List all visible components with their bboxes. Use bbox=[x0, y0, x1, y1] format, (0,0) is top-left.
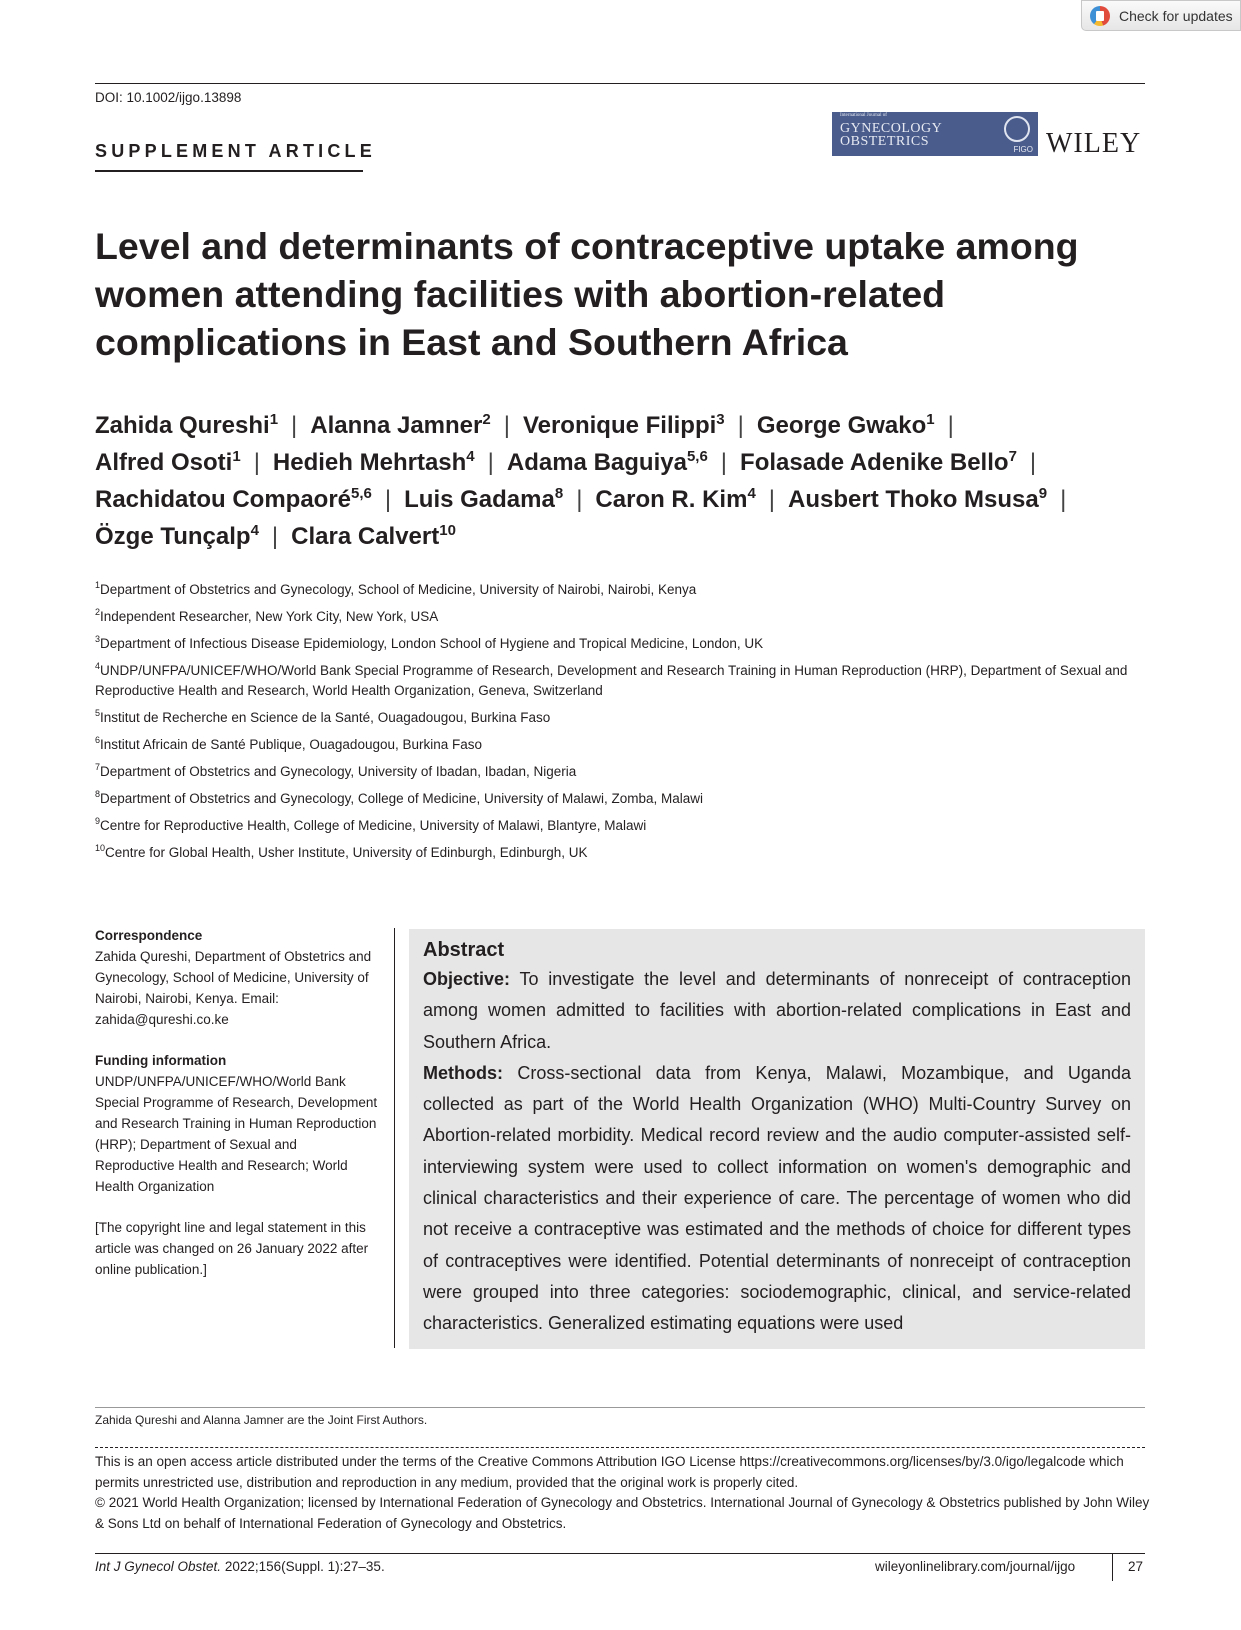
figo-emblem-icon bbox=[1004, 116, 1030, 142]
article-type-underline bbox=[95, 170, 363, 172]
methods-text: Cross-sectional data from Kenya, Malawi, Mozambique, and Uganda collected as part of the World Health Organization (WHO) Multi-Country Survey on Abortion-related morbidity. Medical record review and the audio computer-assisted self-interviewing system were used to collect information on women's demographic and clinical characteristics and their experience of care. The percentage of women who did not receive a contraceptive was estimated and the methods of choice for different types of contraceptives were identified. Potential determinants of nonreceipt of contraception were grouped into three categories: sociodemographic, clinical, and service-related characteristics. Generalized estimating equations were used bbox=[423, 1062, 1131, 1334]
author-separator: | bbox=[271, 523, 279, 550]
affiliation-list bbox=[95, 580, 1155, 870]
article-title: Level and determinants of contraceptive uptake among women attending facilities with abortion-related complications in East and Southern Africa bbox=[95, 225, 1079, 363]
journal-logo-small-text: International Journal of bbox=[840, 113, 887, 118]
article-type-label: SUPPLEMENT ARTICLE bbox=[95, 141, 376, 161]
author-line bbox=[95, 481, 1155, 518]
author-separator: | bbox=[384, 486, 392, 513]
abstract-box bbox=[409, 929, 1145, 1349]
author-line bbox=[95, 407, 1155, 444]
author[interactable]: Folasade Adenike Bello$^7$ bbox=[740, 448, 1017, 476]
affiliation: $^1$Department of Obstetrics and Gynecology, School of Medicine, University of Nairobi, Nairobi, Kenya bbox=[95, 580, 697, 597]
joint-authors-note: Zahida Qureshi and Alanna Jamner are the Joint First Authors. bbox=[95, 1413, 428, 1427]
author-line bbox=[95, 444, 1155, 481]
author[interactable]: Adama Baguiya$^{5,6}$ bbox=[506, 448, 708, 476]
header-rule bbox=[95, 83, 1145, 84]
objective-text: To investigate the level and determinants of nonreceipt of contraception among women admitted to facilities with abortion-related complications in East and Southern Africa. bbox=[423, 969, 1131, 1052]
funding-heading: Funding information bbox=[95, 1053, 227, 1068]
license-block bbox=[95, 1452, 1155, 1534]
page-footer-rule bbox=[95, 1553, 1145, 1554]
author-separator: | bbox=[768, 486, 776, 513]
journal-url-link[interactable]: wileyonlinelibrary.com/journal/ijgo bbox=[875, 1559, 1076, 1574]
author[interactable]: Veronique Filippi$^3$ bbox=[522, 411, 725, 439]
author-separator: | bbox=[737, 412, 744, 439]
author-separator: | bbox=[576, 486, 583, 513]
funding-block bbox=[95, 1050, 380, 1197]
figo-label: FIGO bbox=[1013, 145, 1033, 154]
journal-logo bbox=[832, 112, 1038, 156]
methods-label: Methods: bbox=[423, 1062, 503, 1083]
page-number: 27 bbox=[1128, 1559, 1144, 1574]
author-separator: | bbox=[1060, 486, 1067, 513]
publisher-logo: WILEY bbox=[1046, 128, 1142, 159]
journal-abbrev: Int J Gynecol Obstet. bbox=[95, 1559, 222, 1574]
affiliation: $^8$Department of Obstetrics and Gynecology, College of Medicine, University of Malawi, Zomba, Malawi bbox=[95, 789, 704, 806]
author[interactable]: Luis Gadama$^8$ bbox=[404, 485, 564, 513]
affiliation: $^7$Department of Obstetrics and Gynecology, University of Ibadan, Ibadan, Nigeria bbox=[95, 762, 577, 779]
author[interactable]: Ausbert Thoko Msusa$^9$ bbox=[788, 485, 1048, 513]
funding-text: UNDP/UNFPA/UNICEF/WHO/World Bank Special Programme of Research, Development and Research Training in Human Reproduction (HRP); Department of Sexual and Reproductive Health and Research; World Health Organization bbox=[95, 1074, 378, 1194]
footnote-rule bbox=[95, 1407, 1145, 1408]
author[interactable]: Hedieh Mehrtash$^4$ bbox=[272, 448, 475, 476]
license-text: This is an open access article distributed under the terms of the Creative Commons Attribution IGO License https://creativecommons.org/licenses/by/3.0/igo/legalcode which permits unrestricted use, distribution and reproduction in any medium, provided that the original work is properly cited. bbox=[95, 1454, 1124, 1490]
footer-divider bbox=[1112, 1553, 1113, 1581]
author[interactable]: Özge Tunçalp$^4$ bbox=[95, 522, 259, 550]
affiliation: $^5$Institut de Recherche en Science de la Santé, Ouagadougou, Burkina Faso bbox=[95, 708, 551, 725]
author-separator: | bbox=[503, 412, 510, 439]
author[interactable]: Caron R. Kim$^4$ bbox=[595, 485, 756, 513]
author-separator: | bbox=[1029, 449, 1037, 476]
affiliation: $^4$UNDP/UNFPA/UNICEF/WHO/World Bank Special Programme of Research, Development and Research Training in Human Reproduction (HRP), Department of Sexual and Reproductive Health and Research, World Health Organization, Geneva, Switzerland bbox=[95, 661, 1128, 698]
abstract-objective bbox=[423, 964, 1131, 1058]
journal-logo-line2: OBSTETRICS bbox=[840, 134, 930, 149]
copyright-text: © 2021 World Health Organization; licensed by International Federation of Gynecology and Obstetrics. International Journal of Gynecology & Obstetrics published by John Wiley & Sons Ltd on behalf of International Federation of Gynecology and Obstetrics. bbox=[95, 1495, 1150, 1531]
journal-logo-text bbox=[840, 116, 942, 148]
abstract-heading: Abstract bbox=[423, 939, 505, 961]
doi: DOI: 10.1002/ijgo.13898 bbox=[95, 90, 242, 105]
abstract-methods bbox=[423, 1058, 1131, 1340]
author-separator: | bbox=[487, 449, 494, 476]
correspondence-text: Zahida Qureshi, Department of Obstetrics and Gynecology, School of Medicine, University of Nairobi, Nairobi, Kenya. Email: zahida@qureshi.co.ke bbox=[95, 949, 372, 1027]
author[interactable]: Alanna Jamner$^2$ bbox=[310, 411, 491, 439]
objective-label: Objective: bbox=[423, 969, 511, 989]
license-divider bbox=[95, 1447, 1145, 1448]
affiliation: $^2$Independent Researcher, New York City, New York, USA bbox=[95, 607, 439, 624]
affiliation: $^6$Institut Africain de Santé Publique, Ouagadougou, Burkina Faso bbox=[95, 735, 483, 752]
author-list bbox=[95, 407, 1155, 555]
crossmark-icon bbox=[1090, 6, 1110, 26]
author-line bbox=[95, 518, 1155, 555]
affiliation: $^{10}$Centre for Global Health, Usher Institute, University of Edinburgh, Edinburgh, UK bbox=[95, 843, 588, 860]
journal-citation bbox=[95, 1559, 385, 1574]
sidebar-divider bbox=[394, 928, 395, 1348]
correspondence-heading: Correspondence bbox=[95, 928, 203, 943]
affiliation: $^3$Department of Infectious Disease Epidemiology, London School of Hygiene and Tropical Medicine, London, UK bbox=[95, 634, 764, 651]
author[interactable]: Rachidatou Compaoré$^{5,6}$ bbox=[95, 485, 372, 513]
journal-logo-line1: GYNECOLOGY bbox=[840, 121, 943, 136]
author-separator: | bbox=[947, 412, 954, 439]
author[interactable]: Alfred Osoti$^1$ bbox=[95, 448, 241, 476]
check-for-updates-label: Check for updates bbox=[1119, 7, 1233, 24]
citation-details: 2022;156(Suppl. 1):27–35. bbox=[221, 1559, 385, 1574]
correspondence-block bbox=[95, 925, 380, 1030]
author[interactable]: Clara Calvert$^{10}$ bbox=[291, 522, 456, 550]
author-separator: | bbox=[291, 412, 298, 439]
copyright-note: [The copyright line and legal statement in this article was changed on 26 January 2022 after online publication.] bbox=[95, 1220, 369, 1277]
affiliation: $^9$Centre for Reproductive Health, College of Medicine, University of Malawi, Blantyre, Malawi bbox=[95, 816, 647, 833]
article-sidebar bbox=[95, 925, 380, 1300]
author[interactable]: George Gwako$^1$ bbox=[756, 411, 935, 439]
check-for-updates-button[interactable] bbox=[1081, 0, 1241, 31]
author-separator: | bbox=[253, 449, 260, 476]
author-separator: | bbox=[720, 449, 728, 476]
author[interactable]: Zahida Qureshi$^1$ bbox=[95, 411, 279, 439]
